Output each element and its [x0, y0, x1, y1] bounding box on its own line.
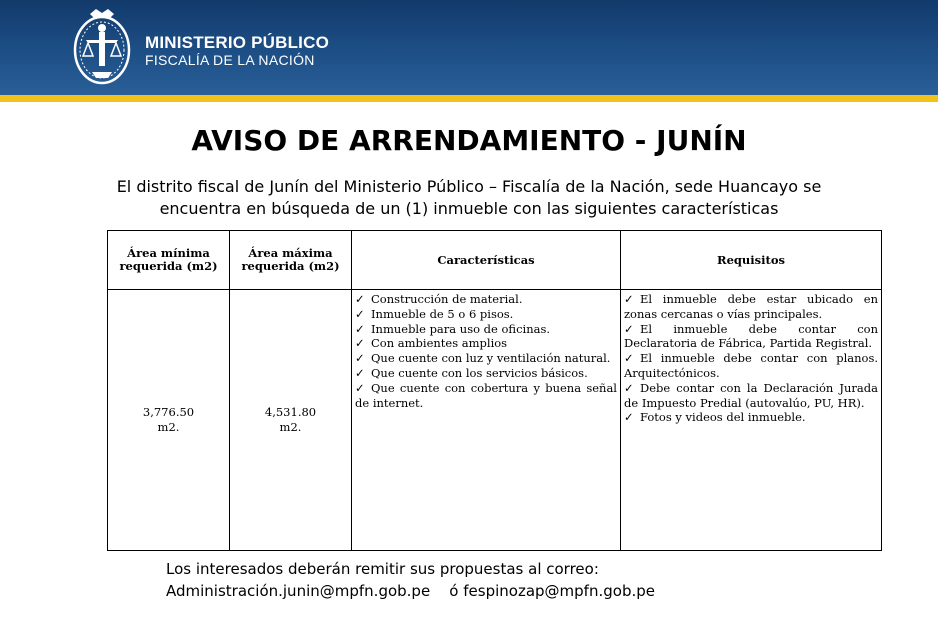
- area-min-value: 3,776.50: [142, 405, 195, 419]
- caracteristica-item: [355, 381, 617, 411]
- caracteristica-item: [355, 336, 617, 351]
- page-title: AVISO DE ARRENDAMIENTO - JUNÍN: [191, 124, 747, 157]
- caracteristica-item-text: Que cuente con luz y ventilación natural.: [371, 351, 611, 366]
- caracteristica-item: [355, 307, 617, 322]
- caracteristica-item: [355, 351, 617, 366]
- email-link-2[interactable]: fespinozap@mpfn.gob.pe: [463, 582, 655, 600]
- header-requisitos: Requisitos: [621, 231, 882, 290]
- check-icon: ✓: [355, 321, 365, 336]
- requisito-item-text: El inmueble debe contar con Declaratoria de Fábrica, Partida Registral.: [624, 321, 878, 351]
- caracteristica-item-text: Construcción de material.: [371, 292, 523, 306]
- caracteristica-item: [355, 366, 617, 381]
- check-icon: ✓: [624, 321, 634, 336]
- email-link-1[interactable]: Administración.junin@mpfn.gob.pe: [166, 582, 431, 600]
- requisitos-cell: [621, 290, 882, 551]
- area-min-cell: [108, 290, 230, 551]
- footer-line-2: [166, 580, 655, 602]
- table-header-row: [108, 231, 882, 290]
- requisito-item-text: Debe contar con la Declaración Jurada de Impuesto Predial (autovalúo, PU, HR).: [624, 380, 878, 410]
- footer-contact: [166, 558, 655, 602]
- requisito-item: [624, 351, 878, 381]
- check-icon: ✓: [355, 365, 365, 380]
- intro-line-1: El distrito fiscal de Junín del Ministerio Público – Fiscalía de la Nación, sede Huancayo se: [116, 177, 822, 196]
- requirements-table: [107, 230, 882, 551]
- area-max-cell: [230, 290, 352, 551]
- caracteristica-item-text: Que cuente con los servicios básicos.: [371, 365, 588, 380]
- check-icon: ✓: [624, 292, 634, 306]
- caracteristica-item-text: Inmueble de 5 o 6 pisos.: [371, 306, 514, 321]
- area-max-unit: m2.: [279, 420, 302, 434]
- requisito-item: [624, 292, 878, 322]
- check-icon: ✓: [355, 292, 365, 306]
- caracteristica-item-text: Que cuente con cobertura y buena señal de internet.: [355, 380, 617, 410]
- check-icon: ✓: [355, 336, 365, 351]
- caracteristica-item-text: Con ambientes amplios: [371, 336, 508, 351]
- requisitos-list: [624, 292, 878, 425]
- check-icon: ✓: [355, 380, 365, 395]
- check-icon: ✓: [624, 410, 634, 425]
- header-caracteristicas: Características: [352, 231, 621, 290]
- header-area-min: Área mínima requerida (m2): [108, 231, 230, 290]
- header-area-max: Área máxima requerida (m2): [230, 231, 352, 290]
- table-row: [108, 290, 882, 551]
- check-icon: ✓: [624, 380, 634, 395]
- footer-connector: ó: [449, 582, 459, 600]
- header-band: [0, 0, 938, 95]
- check-icon: ✓: [355, 306, 365, 321]
- header-stripe: [0, 95, 938, 102]
- requisito-item: [624, 410, 878, 425]
- check-icon: ✓: [355, 351, 365, 366]
- requisito-item-text: El inmueble debe estar ubicado en zonas cercanas o vías principales.: [624, 292, 878, 321]
- intro-paragraph: [100, 176, 838, 220]
- caracteristicas-list: [355, 292, 617, 410]
- requisito-item: [624, 322, 878, 352]
- area-max-value: 4,531.80: [264, 405, 317, 419]
- org-name: MINISTERIO PÚBLICO: [145, 33, 329, 52]
- area-min-unit: m2.: [157, 420, 180, 434]
- check-icon: ✓: [624, 351, 634, 366]
- caracteristica-item: [355, 322, 617, 337]
- caracteristica-item-text: Inmueble para uso de oficinas.: [371, 321, 551, 336]
- intro-line-2: encuentra en búsqueda de un (1) inmueble con las siguientes características: [159, 199, 779, 218]
- requisito-item-text: Fotos y videos del inmueble.: [640, 410, 806, 425]
- org-subtitle: FISCALÍA DE LA NACIÓN: [145, 52, 315, 68]
- footer-line-1: Los interesados deberán remitir sus propuestas al correo:: [166, 560, 599, 578]
- brand-block: [145, 34, 329, 68]
- caracteristicas-cell: [352, 290, 621, 551]
- requisito-item: [624, 381, 878, 411]
- institution-seal-icon: [70, 6, 134, 88]
- caracteristica-item: [355, 292, 617, 307]
- requisito-item-text: El inmueble debe contar con planos. Arquitectónicos.: [624, 351, 878, 380]
